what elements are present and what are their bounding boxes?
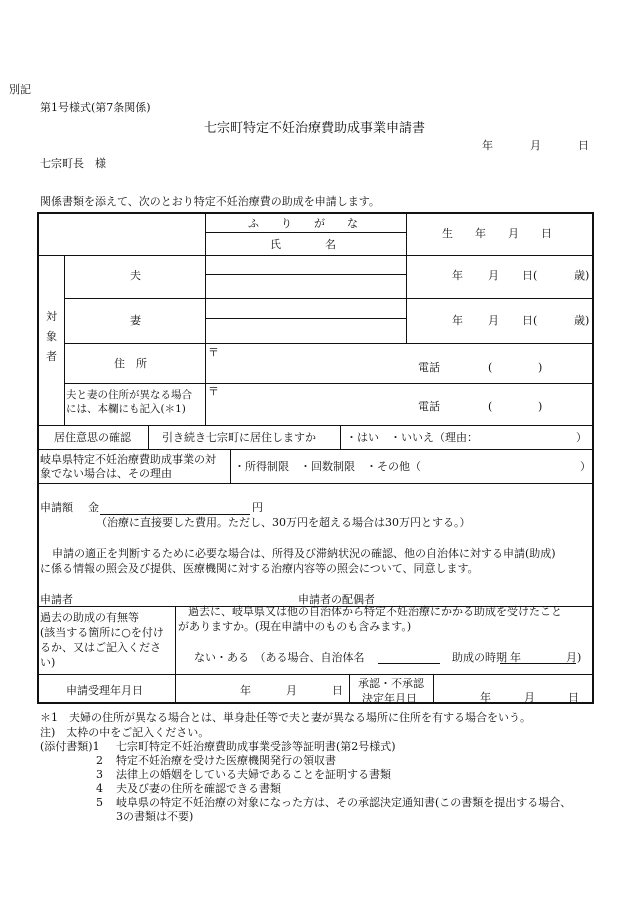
bekki-label: 別記 <box>9 83 31 96</box>
past-year: 年 <box>510 651 521 664</box>
address-label: 住 所 <box>114 357 147 370</box>
receipt-label: 申請受理年月日 <box>66 684 143 697</box>
alt-address-note-line2: には、本欄にも記入(＊1) <box>66 403 186 415</box>
alt-address-note-line1: 夫と妻の住所が異なる場合 <box>66 389 192 401</box>
past-month: 月) <box>566 651 582 664</box>
wife-birth-day: 日( <box>522 314 538 327</box>
amount-label: 申請額 <box>40 501 73 514</box>
name-label: 氏 名 <box>270 238 336 251</box>
tel-paren-close: ) <box>538 361 543 374</box>
approval-label-line2: 決定年月日 <box>362 692 417 705</box>
taishosha-char-3: 者 <box>46 350 57 363</box>
taishosha-char-2: 象 <box>46 330 57 343</box>
attachment-5-line2: 3の書類は不要) <box>116 810 194 823</box>
tel-paren-open: ( <box>488 361 493 374</box>
past-answer: ない・ある （ある場合、自治体名 <box>194 651 365 664</box>
residence-label: 居住意思の確認 <box>54 431 131 444</box>
husband-label: 夫 <box>130 269 141 282</box>
attachment-5-line1: 岐阜県の特定不妊治療の対象になった方は、その承認決定通知書(この書類を提出する場合、 <box>116 796 572 809</box>
past-label-line3: るか、又はご記入くださ <box>40 641 161 654</box>
spouse-label: 申請者の配偶者 <box>298 593 375 606</box>
date-day: 日 <box>578 139 589 152</box>
attachment-4-number: 4 <box>96 782 103 795</box>
approval-label-line1: 承認・不承認 <box>358 677 424 690</box>
consent-line2: に係る情報の照会及び提供、医療機関に対する治療内容等の照会について、同意します。 <box>40 562 479 575</box>
wife-birth-year: 年 <box>452 314 463 327</box>
consent-line1: 申請の適正を判断するために必要な場合は、所得及び滞納状況の確認、他の自治体に対する申請(助成) <box>52 547 556 560</box>
receipt-month: 月 <box>286 684 297 697</box>
ineligible-options: ・所得制限 ・回数制限 ・その他（ <box>234 460 421 473</box>
husband-birth-day: 日( <box>522 269 538 282</box>
residence-close: ） <box>576 431 587 444</box>
husband-age: 歳) <box>574 269 590 282</box>
wife-age: 歳) <box>574 314 590 327</box>
taishosha-char-1: 対 <box>46 310 57 323</box>
attachments-label: (添付書類)1 <box>40 740 100 753</box>
postal-mark: 〒 <box>208 346 219 359</box>
furigana-label: ふ り が な <box>248 217 358 230</box>
attachment-3-number: 3 <box>96 768 103 781</box>
approval-month: 月 <box>524 691 535 704</box>
intro-text: 関係書類を添えて、次のとおり特定不妊治療費の助成を申請します。 <box>40 195 380 208</box>
wife-birth-month: 月 <box>488 314 499 327</box>
receipt-year: 年 <box>240 684 251 697</box>
husband-birth-month: 月 <box>488 269 499 282</box>
attachment-4: 夫及び妻の住所を確認できる書類 <box>116 782 281 795</box>
date-year: 年 <box>482 139 493 152</box>
approval-year: 年 <box>480 691 491 704</box>
attachment-1: 七宗町特定不妊治療費助成事業受診等証明書(第2号様式) <box>116 740 396 753</box>
ineligible-label-line1: 岐阜県特定不妊治療費助成事業の対 <box>40 453 216 466</box>
note-2: 注) 太枠の中をご記入ください。 <box>40 726 210 739</box>
date-month: 月 <box>530 139 541 152</box>
receipt-day: 日 <box>332 684 343 697</box>
past-label-line2: (該当する箇所に○を付け <box>40 626 164 639</box>
alt-postal-mark: 〒 <box>208 385 219 398</box>
ineligible-close: ） <box>580 460 591 473</box>
addressee: 七宗町長 様 <box>40 157 106 170</box>
tel-label: 電話 <box>418 361 440 374</box>
wife-label: 妻 <box>130 314 141 327</box>
past-period-label: 助成の時期 <box>452 651 507 664</box>
approval-day: 日 <box>568 691 579 704</box>
past-question-line1: 過去に、岐阜県又は他の自治体から特定不妊治療にかかる助成を受けたこと <box>188 605 562 618</box>
attachment-5-number: 5 <box>96 796 103 809</box>
attachment-2: 特定不妊治療を受けた医療機関発行の領収書 <box>116 754 336 767</box>
attachment-3: 法律上の婚姻をしている夫婦であることを証明する書類 <box>116 768 391 781</box>
past-label-line4: い) <box>40 656 56 669</box>
ineligible-label-line2: 象でない場合は、その理由 <box>40 467 172 480</box>
page-title: 七宗町特定不妊治療費助成事業申請書 <box>204 121 426 136</box>
residence-options: ・はい ・いいえ（理由： <box>346 431 478 444</box>
alt-tel-paren-close: ) <box>538 400 543 413</box>
attachment-2-number: 2 <box>96 754 103 767</box>
amount-kin: 金 <box>88 501 99 514</box>
past-question-line2: がありますか。(現在申請中のものも含みます。) <box>178 620 412 633</box>
birth-label: 生 年 月 日 <box>442 227 552 240</box>
residence-question: 引き続き七宗町に居住しますか <box>162 431 316 444</box>
amount-note: （治療に直接要した費用。ただし、30万円を超える場合は30万円とする。） <box>96 516 471 529</box>
note-1: ＊1 夫婦の住所が異なる場合とは、単身赴任等で夫と妻が異なる場所に住所を有する場合をいう。 <box>40 711 531 724</box>
form-number: 第1号様式(第7条関係) <box>40 101 151 114</box>
alt-tel-paren-open: ( <box>488 400 493 413</box>
husband-birth-year: 年 <box>452 269 463 282</box>
applicant-label: 申請者 <box>40 593 73 606</box>
past-label-line1: 過去の助成の有無等 <box>40 611 139 624</box>
amount-yen: 円 <box>252 501 263 514</box>
alt-tel-label: 電話 <box>418 400 440 413</box>
